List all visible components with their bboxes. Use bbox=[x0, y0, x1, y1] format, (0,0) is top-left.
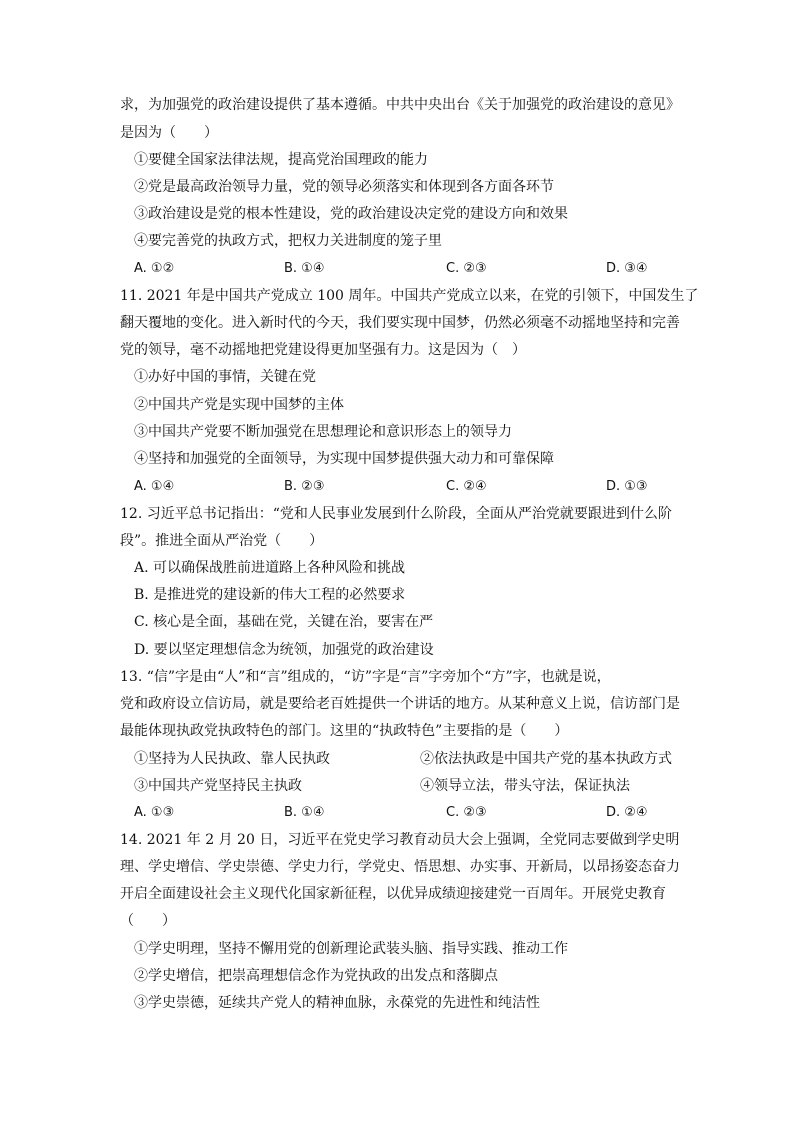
q11-option-c: C. ②④ bbox=[446, 479, 487, 494]
q10-statement-2: ②党是最高政治领导力量，党的领导必须落实和体现到各方面各环节 bbox=[134, 179, 554, 195]
q12-stem-line2: 段”。推进全面从严治党（ ） bbox=[120, 533, 324, 549]
q14-stem-line2: 理、学史增信、学史崇德、学史力行，学党史、悟思想、办实事、开新局，以昂扬姿态奋力 bbox=[120, 859, 680, 875]
q13-option-a: A. ①③ bbox=[134, 805, 175, 820]
q13-statement-2: ②依法执政是中国共产党的基本执政方式 bbox=[420, 751, 672, 767]
q14-statement-2: ②学史增信，把崇高理想信念作为党执政的出发点和落脚点 bbox=[134, 968, 498, 984]
q10-option-a: A. ①② bbox=[134, 261, 175, 276]
q10-option-b: B. ①④ bbox=[284, 261, 325, 276]
q11-statement-1: ①办好中国的事情，关键在党 bbox=[134, 369, 316, 385]
q11-option-d: D. ①③ bbox=[606, 479, 648, 494]
q11-statement-2: ②中国共产党是实现中国梦的主体 bbox=[134, 397, 344, 413]
q14-stem-line4: （ ） bbox=[120, 913, 176, 929]
q11-stem-line2: 翻天覆地的变化。进入新时代的今天，我们要实现中国梦，仍然必须毫不动摇地坚持和完善 bbox=[120, 315, 680, 331]
q11-stem-line3: 党的领导，毫不动摇地把党建设得更加坚强有力。这是因为（ ） bbox=[120, 342, 526, 358]
q10-statement-3: ③政治建设是党的根本性建设，党的政治建设决定党的建设方向和效果 bbox=[134, 206, 568, 222]
q13-option-b: B. ①④ bbox=[284, 805, 325, 820]
q13-option-c: C. ②③ bbox=[446, 805, 487, 820]
q13-option-d: D. ②④ bbox=[606, 805, 648, 820]
q13-statement-3: ③中国共产党坚持民主执政 bbox=[134, 778, 302, 794]
q12-option-b: B. 是推进党的建设新的伟大工程的必然要求 bbox=[134, 587, 406, 603]
q13-statement-4: ④领导立法，带头守法，保证执法 bbox=[420, 778, 630, 794]
q12-stem-line1: 12. 习近平总书记指出：“党和人民事业发展到什么阶段，全面从严治党就要跟进到什么阶 bbox=[120, 506, 672, 522]
q11-statement-4: ④坚持和加强党的全面领导，为实现中国梦提供强大动力和可靠保障 bbox=[134, 451, 554, 467]
q11-statement-3: ③中国共产党要不断加强党在思想理论和意识形态上的领导力 bbox=[134, 424, 512, 440]
q13-stem-line3: 最能体现执政党执政特色的部门。这里的“执政特色”主要指的是（ ） bbox=[120, 723, 569, 739]
q10-option-c: C. ②③ bbox=[446, 261, 487, 276]
q13-statement-1: ①坚持为人民执政、靠人民执政 bbox=[134, 751, 330, 767]
q14-statement-1: ①学史明理，坚持不懈用党的创新理论武装头脑、指导实践、推动工作 bbox=[134, 941, 568, 957]
q10-stem-line1: 求，为加强党的政治建设提供了基本遵循。中共中央出台《关于加强党的政治建设的意见》 bbox=[120, 97, 680, 113]
q10-statement-1: ①要健全国家法律法规，提高党治国理政的能力 bbox=[134, 152, 428, 168]
q11-option-a: A. ①④ bbox=[134, 479, 175, 494]
q11-option-b: B. ②③ bbox=[284, 479, 325, 494]
q12-option-d: D. 要以坚定理想信念为统领，加强党的政治建设 bbox=[134, 642, 434, 658]
q12-option-a: A. 可以确保战胜前进道路上各种风险和挑战 bbox=[134, 560, 406, 576]
q14-stem-line3: 开启全面建设社会主义现代化国家新征程，以优异成绩迎接建党一百周年。开展党史教育 bbox=[120, 886, 666, 902]
q13-stem-line1: 13. “信”字是由“人”和“言”组成的，“访”字是“言”字旁加个“方”字，也就是说， bbox=[120, 669, 611, 685]
q11-stem-line1: 11. 2021 年是中国共产党成立 100 周年。中国共产党成立以来，在党的引领下，中国发生了 bbox=[120, 288, 699, 304]
q10-stem-line2: 是因为（ ） bbox=[120, 125, 218, 141]
q10-option-d: D. ③④ bbox=[606, 261, 648, 276]
q14-stem-line1: 14. 2021 年 2 月 20 日，习近平在党史学习教育动员大会上强调，全党同志要做到学史明 bbox=[120, 832, 680, 848]
q13-stem-line2: 党和政府设立信访局，就是要给老百姓提供一个讲话的地方。从某种意义上说，信访部门是 bbox=[120, 696, 680, 712]
q10-statement-4: ④要完善党的执政方式，把权力关进制度的笼子里 bbox=[134, 233, 442, 249]
q12-option-c: C. 核心是全面，基础在党，关键在治，要害在严 bbox=[134, 614, 434, 630]
q14-statement-3: ③学史崇德，延续共产党人的精神血脉，永葆党的先进性和纯洁性 bbox=[134, 995, 540, 1011]
